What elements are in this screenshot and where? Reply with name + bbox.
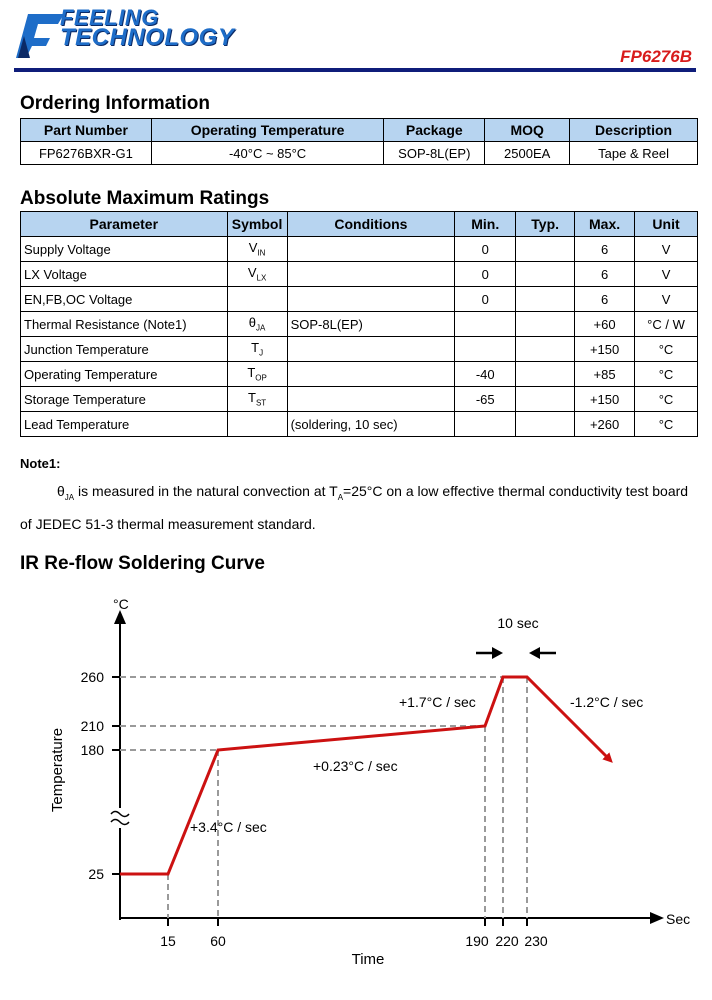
x-tick-label: 15 xyxy=(160,933,176,949)
note-theta-sub: JA xyxy=(64,492,75,502)
amr-min-cell xyxy=(455,337,516,362)
reflow-title: IR Re-flow Soldering Curve xyxy=(20,553,265,574)
amr-conditions-cell: (soldering, 10 sec) xyxy=(287,412,455,437)
table-row xyxy=(21,262,698,287)
reflow-chart xyxy=(0,590,712,990)
amr-conditions-cell xyxy=(287,337,455,362)
amr-symbol-cell xyxy=(227,362,287,387)
symbol-sub: OP xyxy=(255,373,267,383)
symbol-sub: LX xyxy=(256,273,267,283)
ordering-table xyxy=(20,118,698,165)
amr-min-cell: 0 xyxy=(455,262,516,287)
table-row xyxy=(21,287,698,312)
amr-typ-cell xyxy=(516,362,575,387)
y-axis-unit: °C xyxy=(113,596,129,612)
amr-typ-cell xyxy=(516,287,575,312)
symbol-main: T xyxy=(251,340,260,356)
x-tick-label: 230 xyxy=(524,933,548,949)
amr-unit-cell: °C xyxy=(635,412,698,437)
table-row xyxy=(21,237,698,262)
brand-line-1: FEELING xyxy=(60,5,159,30)
amr-typ-cell xyxy=(516,412,575,437)
amr-typ-cell xyxy=(516,387,575,412)
amr-symbol-cell xyxy=(227,337,287,362)
amr-typ-cell xyxy=(516,312,575,337)
y-axis-label: Temperature xyxy=(49,727,66,813)
ordering-header-row xyxy=(21,119,698,142)
brand-name xyxy=(60,5,235,51)
amr-max-cell: 6 xyxy=(575,237,635,262)
amr-unit-cell: V xyxy=(635,237,698,262)
note-theta: θ xyxy=(57,483,65,499)
ordering-header-cell: MOQ xyxy=(485,119,570,142)
ramp-label-3: +1.7°C / sec xyxy=(399,694,476,710)
amr-unit-cell: °C xyxy=(635,387,698,412)
note-body xyxy=(20,478,696,537)
x-tick-label: 190 xyxy=(465,933,489,949)
note-text-a: is measured in the natural convection at T xyxy=(74,483,338,499)
amr-max-cell: +60 xyxy=(575,312,635,337)
amr-header-cell: Parameter xyxy=(21,212,228,237)
ordering-header-cell: Package xyxy=(384,119,485,142)
amr-param-cell: LX Voltage xyxy=(21,262,228,287)
amr-param-cell: Junction Temperature xyxy=(21,337,228,362)
ramp-label-1: +3.4°C / sec xyxy=(190,819,267,835)
amr-min-cell: 0 xyxy=(455,287,516,312)
y-tick-label: 210 xyxy=(80,718,104,734)
symbol-sub: ST xyxy=(255,398,267,408)
amr-max-cell: +85 xyxy=(575,362,635,387)
ordering-cell: -40°C ~ 85°C xyxy=(151,142,384,165)
table-row xyxy=(21,412,698,437)
amr-max-cell: +260 xyxy=(575,412,635,437)
amr-header-cell: Conditions xyxy=(287,212,455,237)
amr-symbol-cell xyxy=(227,412,287,437)
amr-table xyxy=(20,211,698,437)
amr-conditions-cell xyxy=(287,237,455,262)
note-heading: Note1: xyxy=(20,456,61,471)
header-rule xyxy=(14,68,696,72)
ordering-header-cell: Part Number xyxy=(21,119,152,142)
amr-title: Absolute Maximum Ratings xyxy=(20,188,270,209)
amr-min-cell xyxy=(455,312,516,337)
amr-unit-cell: V xyxy=(635,287,698,312)
y-tick-label: 180 xyxy=(80,742,104,758)
symbol-sub: JA xyxy=(256,323,266,333)
x-axis-unit: Sec xyxy=(666,911,691,927)
dwell-label: 10 sec xyxy=(497,615,539,631)
table-row xyxy=(21,387,698,412)
amr-unit-cell: °C / W xyxy=(635,312,698,337)
y-tick-label: 260 xyxy=(80,669,104,685)
y-tick-label: 25 xyxy=(88,866,104,882)
ordering-header-cell: Operating Temperature xyxy=(151,119,384,142)
amr-header-cell: Typ. xyxy=(516,212,575,237)
amr-unit-cell: V xyxy=(635,262,698,287)
brand-line-2: TECHNOLOGY xyxy=(60,24,235,51)
amr-symbol-cell xyxy=(227,262,287,287)
header-part-number: FP6276B xyxy=(620,47,692,66)
amr-conditions-cell xyxy=(287,262,455,287)
amr-symbol-cell xyxy=(227,312,287,337)
table-row xyxy=(21,362,698,387)
amr-symbol-cell xyxy=(227,237,287,262)
amr-min-cell: -65 xyxy=(455,387,516,412)
amr-min-cell xyxy=(455,412,516,437)
reflow-curve xyxy=(120,677,610,874)
note-text-b: =25°C on a low effective thermal conductivity test board of JEDEC 51-3 thermal measurement standard. xyxy=(20,483,689,532)
amr-conditions-cell xyxy=(287,287,455,312)
ordering-cell: 2500EA xyxy=(485,142,570,165)
table-row xyxy=(21,312,698,337)
x-axis-label: Time xyxy=(351,951,385,968)
amr-typ-cell xyxy=(516,237,575,262)
amr-max-cell: +150 xyxy=(575,387,635,412)
amr-header-cell: Min. xyxy=(455,212,516,237)
ordering-cell: SOP-8L(EP) xyxy=(384,142,485,165)
amr-max-cell: +150 xyxy=(575,337,635,362)
amr-param-cell: Storage Temperature xyxy=(21,387,228,412)
symbol-sub: J xyxy=(259,348,264,358)
amr-header-row xyxy=(21,212,698,237)
ordering-header-cell: Description xyxy=(570,119,698,142)
amr-param-cell: Lead Temperature xyxy=(21,412,228,437)
ordering-title: Ordering Information xyxy=(20,93,210,114)
dwell-marker xyxy=(476,647,556,659)
amr-conditions-cell: SOP-8L(EP) xyxy=(287,312,455,337)
amr-conditions-cell xyxy=(287,387,455,412)
symbol-main: θ xyxy=(248,315,257,331)
amr-unit-cell: °C xyxy=(635,362,698,387)
y-axis-arrow-icon xyxy=(114,610,126,624)
amr-param-cell: EN,FB,OC Voltage xyxy=(21,287,228,312)
amr-typ-cell xyxy=(516,262,575,287)
amr-symbol-cell xyxy=(227,287,287,312)
ordering-cell: FP6276BXR-G1 xyxy=(21,142,152,165)
amr-min-cell: -40 xyxy=(455,362,516,387)
axis-break-icon xyxy=(110,808,130,828)
amr-header-cell: Max. xyxy=(575,212,635,237)
amr-unit-cell: °C xyxy=(635,337,698,362)
amr-conditions-cell xyxy=(287,362,455,387)
ramp-label-4: -1.2°C / sec xyxy=(570,694,644,710)
amr-param-cell: Thermal Resistance (Note1) xyxy=(21,312,228,337)
amr-param-cell: Operating Temperature xyxy=(21,362,228,387)
ordering-cell: Tape & Reel xyxy=(570,142,698,165)
x-axis-arrow-icon xyxy=(650,912,664,924)
amr-max-cell: 6 xyxy=(575,287,635,312)
note-ta-sub: A xyxy=(337,492,344,502)
symbol-main: T xyxy=(247,365,256,381)
table-row xyxy=(21,142,698,165)
x-tick-label: 60 xyxy=(210,933,226,949)
ramp-label-2: +0.23°C / sec xyxy=(313,758,398,774)
symbol-main: V xyxy=(247,265,257,281)
x-tick-label: 220 xyxy=(495,933,519,949)
amr-max-cell: 6 xyxy=(575,262,635,287)
amr-header-cell: Symbol xyxy=(227,212,287,237)
amr-param-cell: Supply Voltage xyxy=(21,237,228,262)
amr-typ-cell xyxy=(516,337,575,362)
symbol-sub: IN xyxy=(257,248,266,258)
amr-min-cell: 0 xyxy=(455,237,516,262)
table-row xyxy=(21,337,698,362)
company-logo-icon xyxy=(14,10,66,60)
amr-header-cell: Unit xyxy=(635,212,698,237)
amr-symbol-cell xyxy=(227,387,287,412)
symbol-main: V xyxy=(248,240,258,256)
symbol-main: T xyxy=(247,390,256,406)
